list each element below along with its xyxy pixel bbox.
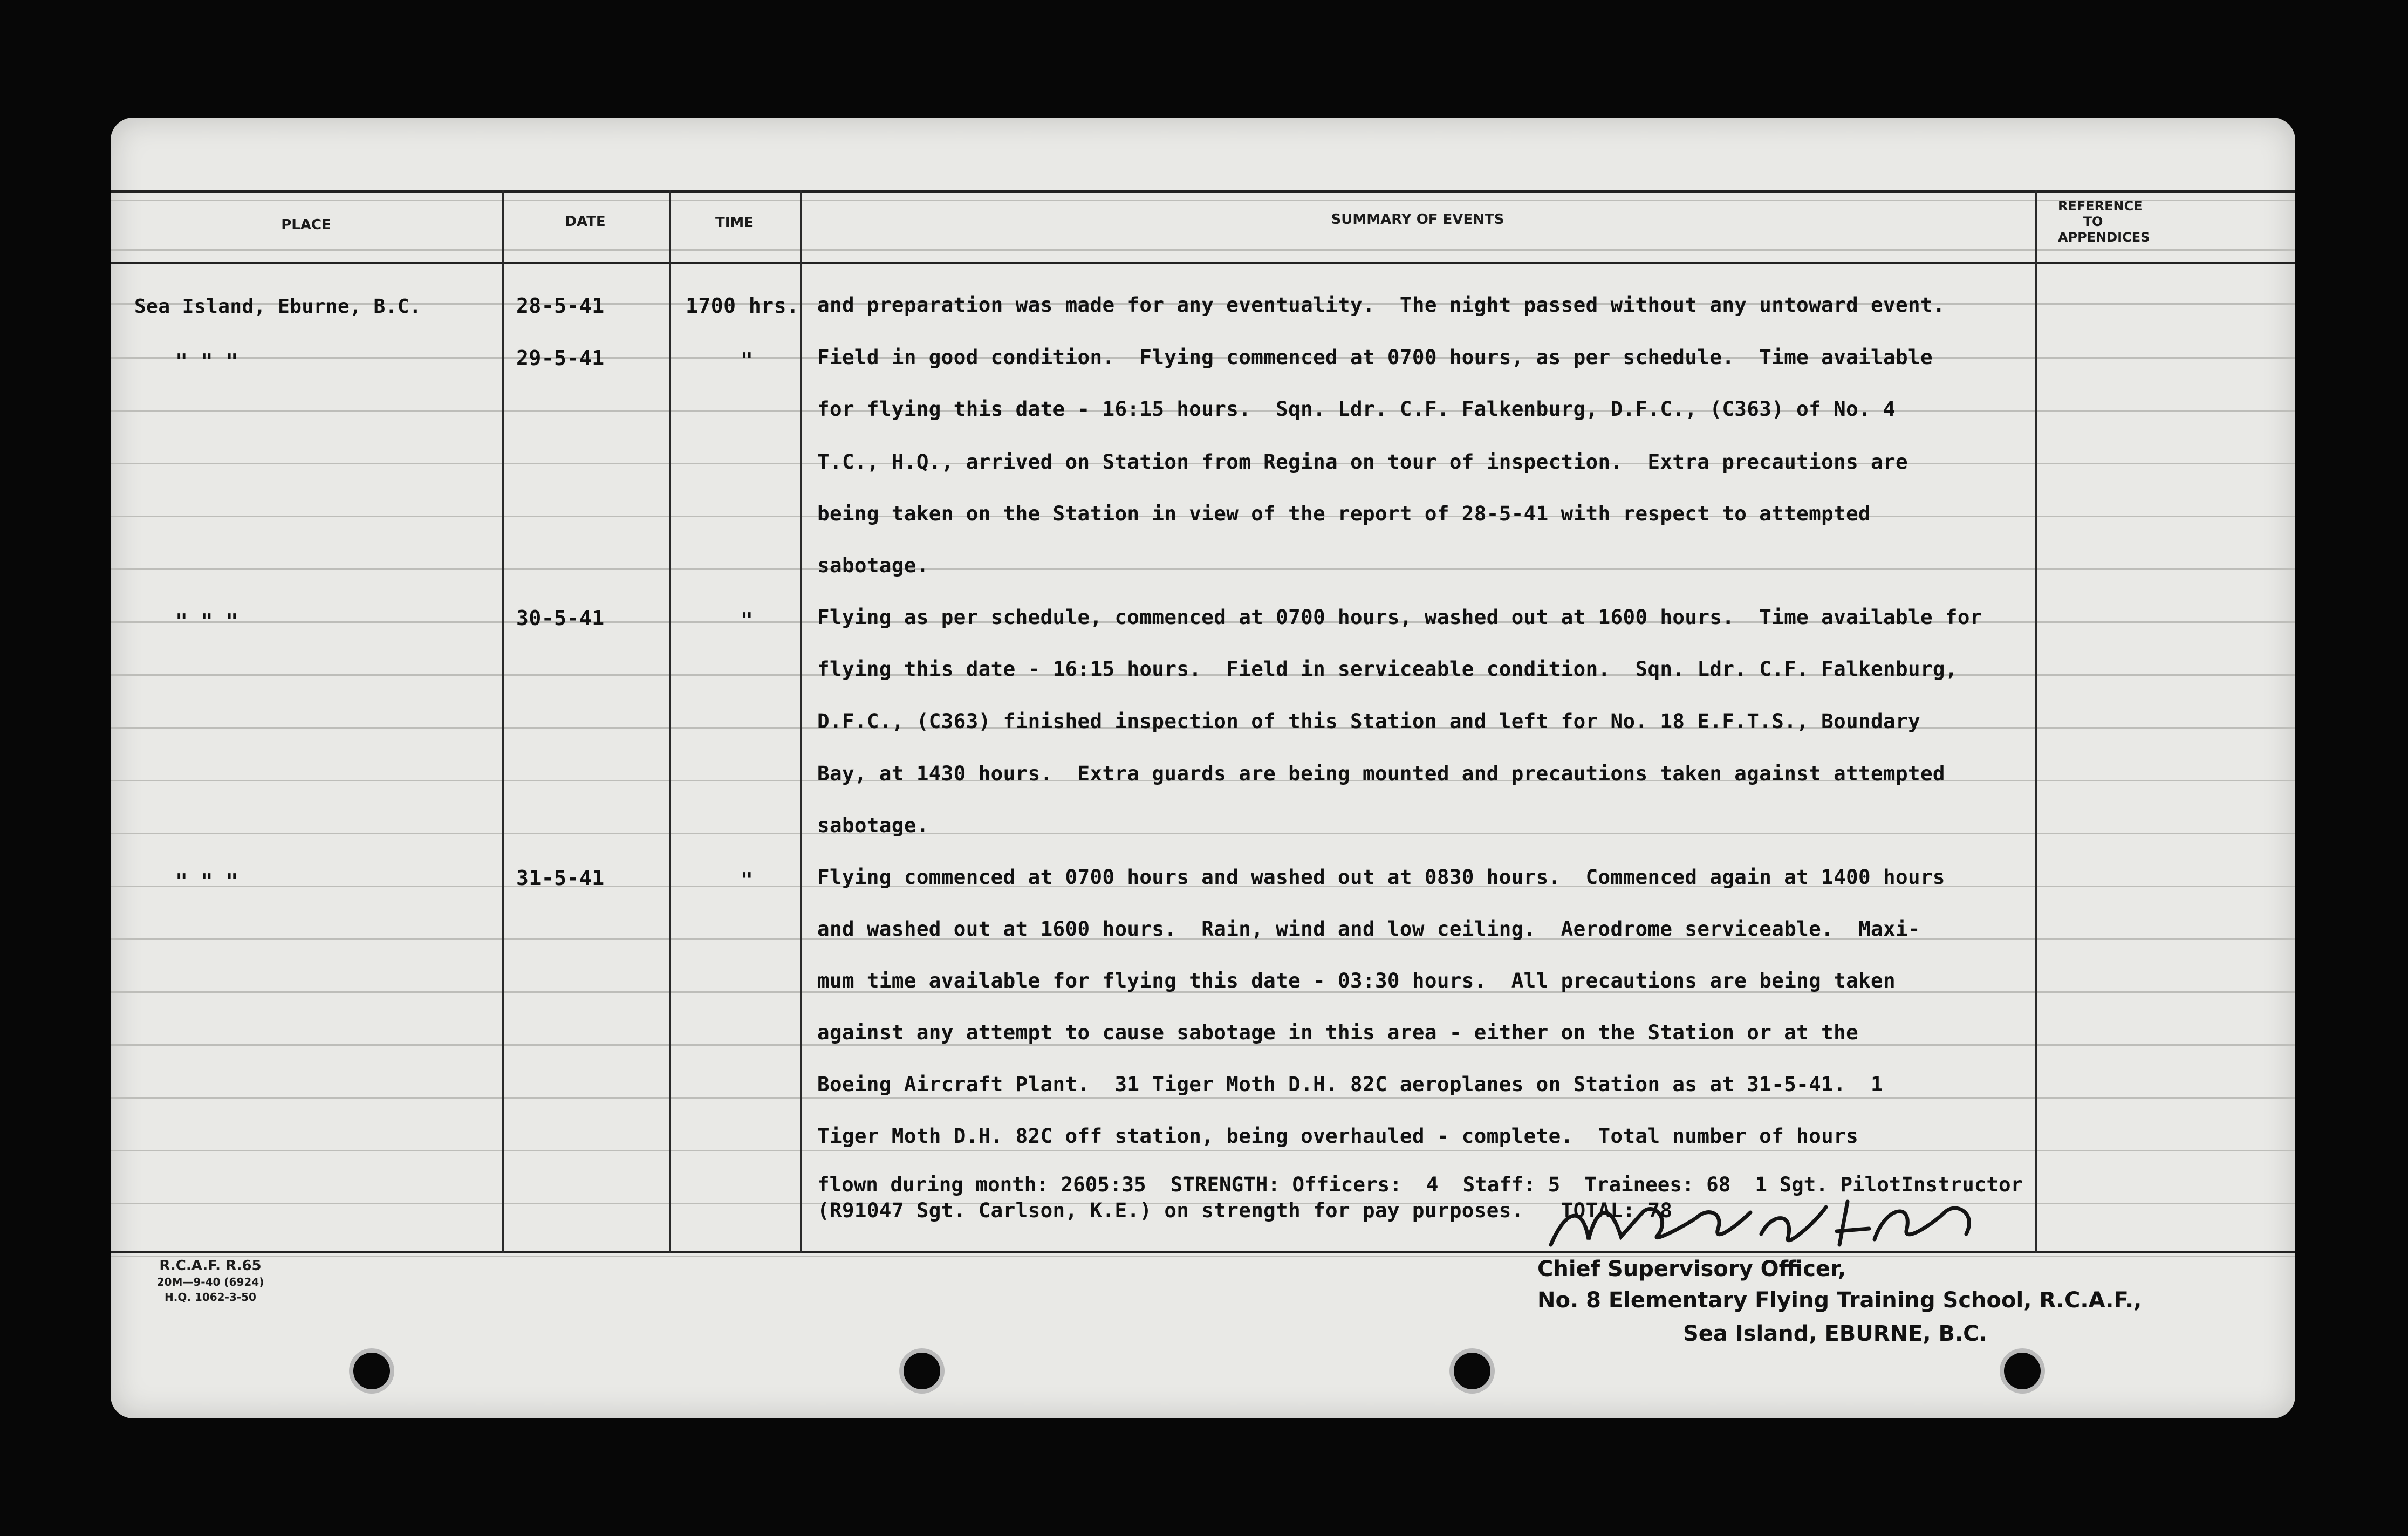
entry-date: 31-5-41 <box>516 866 605 890</box>
entry-date: 29-5-41 <box>516 346 605 370</box>
signature <box>1545 1191 1999 1256</box>
summary-line: and preparation was made for any eventuality. The night passed without any untoward event. <box>817 293 1945 317</box>
summary-line: and washed out at 1600 hours. Rain, wind and low ceiling. Aerodrome serviceable. Maxi- <box>817 917 1920 941</box>
summary-line: D.F.C., (C363) finished inspection of this Station and left for No. 18 E.F.T.S., Boundary <box>817 709 1920 733</box>
entry-place: " " " <box>175 609 238 633</box>
punch-hole <box>353 1353 390 1389</box>
entry-time: " <box>741 608 754 632</box>
punch-hole <box>2004 1353 2041 1389</box>
summary-line: sabotage. <box>817 553 929 577</box>
diary-card <box>111 118 2295 1418</box>
summary-line: Field in good condition. Flying commenced at 0700 hours, as per schedule. Time available <box>817 345 1933 369</box>
summary-line: Boeing Aircraft Plant. 31 Tiger Moth D.H. 82C aeroplanes on Station as at 31-5-41. 1 <box>817 1072 1884 1096</box>
header-summary: SUMMARY OF EVENTS <box>1331 211 1504 228</box>
form-number: R.C.A.F. R.65 <box>159 1258 262 1274</box>
entry-place: " " " <box>175 869 238 893</box>
summary-line: (R91047 Sgt. Carlson, K.E.) on strength for pay purposes. TOTAL: 78 <box>817 1198 1673 1222</box>
summary-line: Flying commenced at 0700 hours and washed out at 0830 hours. Commenced again at 1400 hours <box>817 865 1945 889</box>
signature-unit: No. 8 Elementary Flying Training School, R.C.A.F., <box>1537 1288 2142 1313</box>
entry-time: " <box>741 348 754 372</box>
summary-line: flown during month: 2605:35 STRENGTH: Officers: 4 Staff: 5 Trainees: 68 1 Sgt. PilotInstructor <box>817 1172 2023 1196</box>
summary-line: Flying as per schedule, commenced at 0700 hours, washed out at 1600 hours. Time available for <box>817 605 1982 629</box>
summary-line: for flying this date - 16:15 hours. Sqn. Ldr. C.F. Falkenburg, D.F.C., (C363) of No. 4 <box>817 397 1896 421</box>
entry-place: Sea Island, Eburne, B.C. <box>134 296 422 318</box>
summary-line: sabotage. <box>817 813 929 837</box>
entry-date: 30-5-41 <box>516 606 605 630</box>
summary-line: flying this date - 16:15 hours. Field in serviceable condition. Sqn. Ldr. C.F. Falkenburg, <box>817 657 1958 681</box>
form-print-code: 20M—9-40 (6924) <box>156 1276 264 1288</box>
punch-hole <box>1454 1353 1490 1389</box>
summary-line: Bay, at 1430 hours. Extra guards are being mounted and precautions taken against attempted <box>817 762 1945 785</box>
summary-line: Tiger Moth D.H. 82C off station, being overhauled - complete. Total number of hours <box>817 1124 1859 1148</box>
entry-date: 28-5-41 <box>516 294 605 318</box>
header-reference: REFERENCE TO APPENDICES <box>2058 198 2150 245</box>
signature-title: Chief Supervisory Officer, <box>1537 1257 1846 1281</box>
summary-line: T.C., H.Q., arrived on Station from Regina on tour of inspection. Extra precautions are <box>817 450 1908 474</box>
header-place: PLACE <box>281 217 331 233</box>
header-time: TIME <box>715 215 754 231</box>
summary-line: mum time available for flying this date - 03:30 hours. All precautions are being taken <box>817 969 1896 992</box>
summary-line: being taken on the Station in view of the report of 28-5-41 with respect to attempted <box>817 502 1871 525</box>
entry-time: " <box>741 868 754 892</box>
punch-hole <box>904 1353 940 1389</box>
entry-place: " " " <box>175 349 238 373</box>
signature-location: Sea Island, EBURNE, B.C. <box>1683 1321 1987 1346</box>
entry-time: 1700 hrs. <box>686 294 799 318</box>
summary-line: against any attempt to cause sabotage in this area - either on the Station or at the <box>817 1020 1859 1044</box>
header-date: DATE <box>565 214 606 230</box>
form-hq-code: H.Q. 1062-3-50 <box>165 1291 256 1304</box>
